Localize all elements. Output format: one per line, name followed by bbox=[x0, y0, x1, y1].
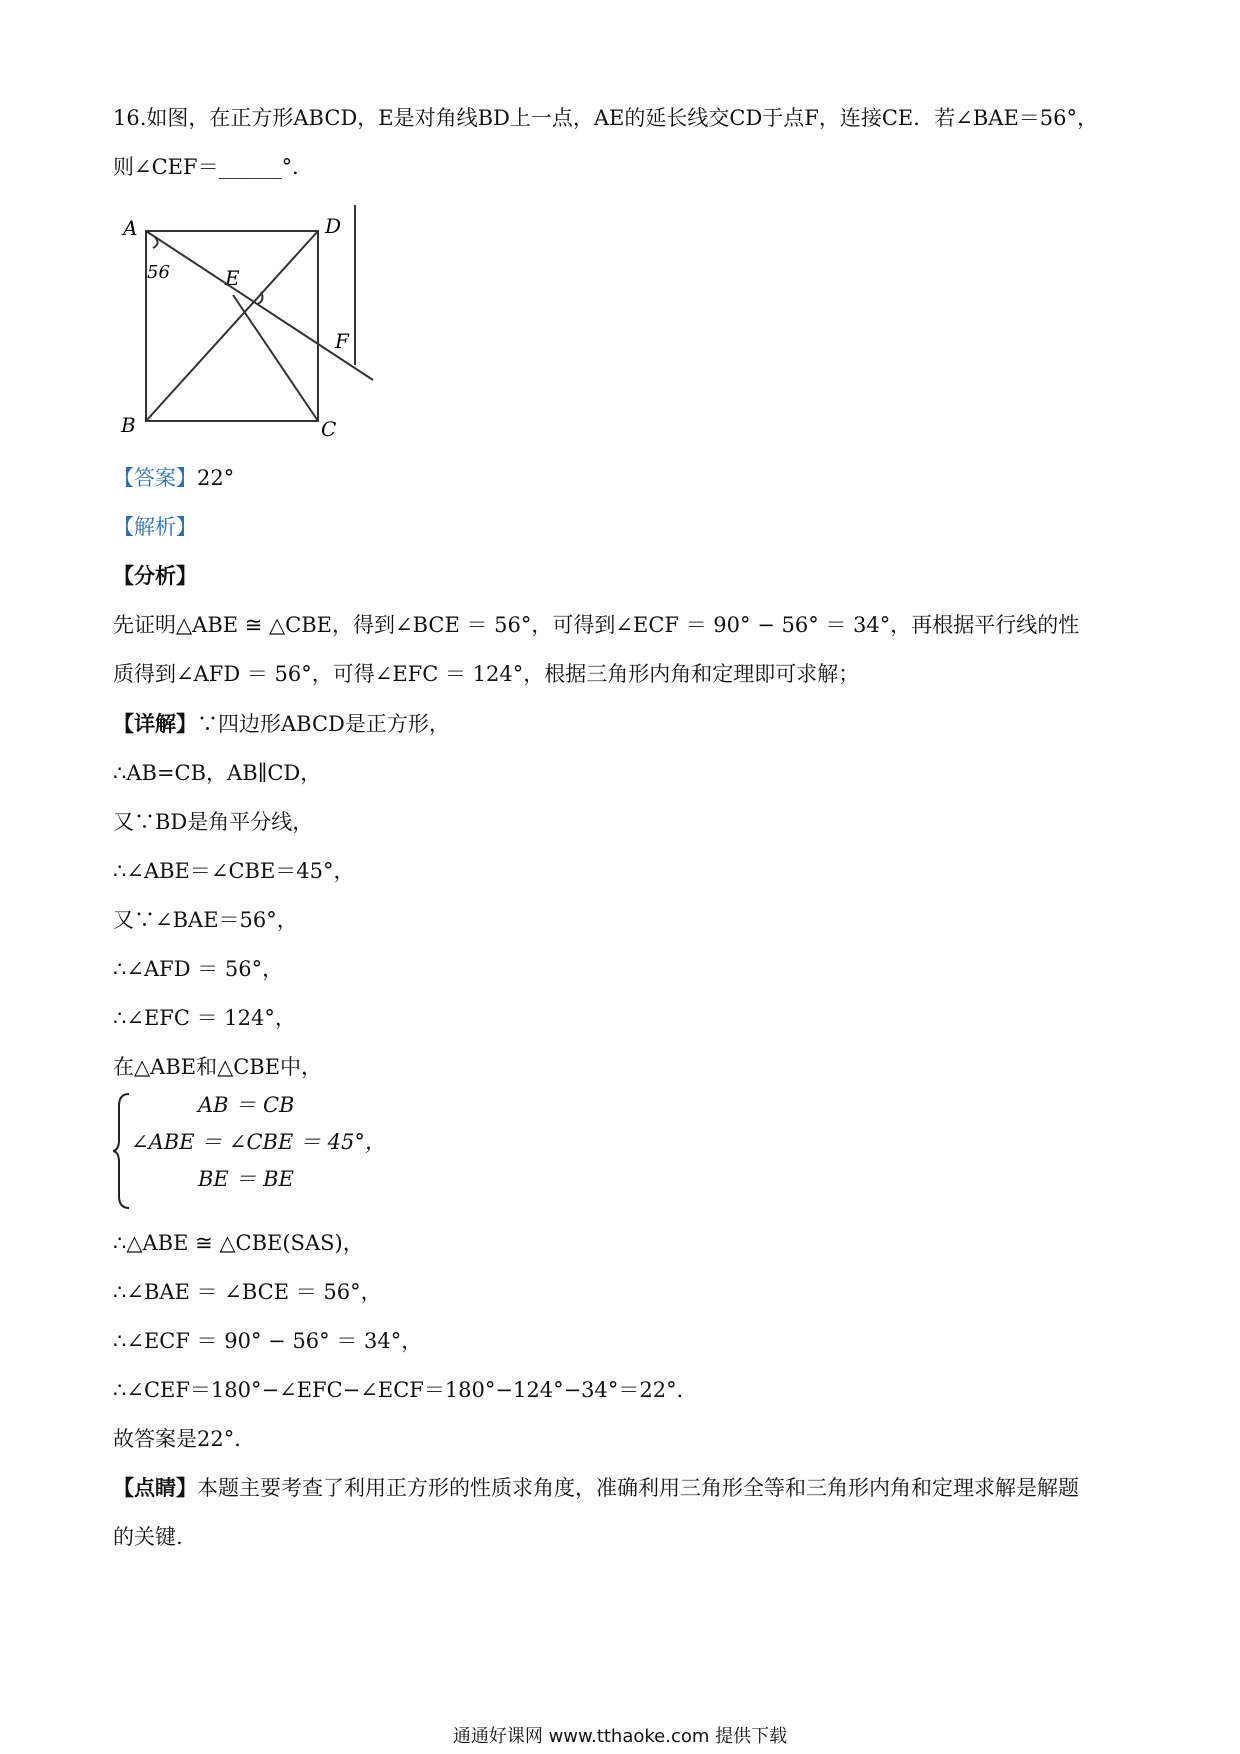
dianjing-text-1: 本题主要考查了利用正方形的性质求角度，准确利用三角形全等和三角形内角和定理求解是解题 bbox=[197, 1476, 1079, 1500]
question-line-1: 16.如图，在正方形ABCD，E是对角线BD上一点，AE的延长线交CD于点F，连接CE．若∠BAE＝56°， bbox=[113, 106, 1098, 130]
segment-ce bbox=[233, 295, 318, 421]
fenxi-line-1: 先证明△ABE ≅ △CBE，得到∠BCE ＝ 56°，可得到∠ECF ＝ 90° − 56° ＝ 34°，再根据平行线的性 bbox=[113, 613, 1080, 637]
detail-line-8: 在△ABE和△CBE中， bbox=[113, 1055, 323, 1079]
fenxi-tag: 【分析】 bbox=[113, 563, 197, 588]
detail-line-4: ∴∠ABE＝∠CBE＝45°， bbox=[113, 859, 355, 883]
label-d: D bbox=[325, 214, 342, 238]
left-brace bbox=[113, 1092, 133, 1210]
detail-line-1 bbox=[113, 709, 450, 739]
answer-tag: 【答案】 bbox=[113, 466, 197, 490]
detail-tag: 【详解】 bbox=[113, 711, 197, 736]
line-af bbox=[146, 231, 373, 380]
dianjing-line-2: 的关键. bbox=[113, 1525, 183, 1549]
label-f: F bbox=[335, 329, 349, 353]
geometry-figure bbox=[113, 200, 383, 445]
angle-arc-a bbox=[153, 237, 158, 248]
angle-note-56: 56 bbox=[147, 262, 170, 283]
dianjing-tag: 【点睛】 bbox=[113, 1475, 197, 1500]
detail-line-3: 又∵BD是角平分线， bbox=[113, 810, 314, 834]
detail-line-6: ∴∠AFD ＝ 56°， bbox=[113, 957, 284, 981]
brace-row-2: ∠ABE ＝ ∠CBE ＝ 45°， bbox=[131, 1130, 386, 1154]
label-e: E bbox=[225, 266, 240, 290]
detail-line-2: ∴AB=CB，AB∥CD， bbox=[113, 761, 322, 785]
answer-line bbox=[113, 463, 234, 493]
detail-line-13: 故答案是22°． bbox=[113, 1427, 256, 1451]
detail-line-9: ∴△ABE ≅ △CBE(SAS)， bbox=[113, 1231, 364, 1255]
congruence-system bbox=[113, 1092, 433, 1210]
page-footer: 通通好课网 www.tthaoke.com 提供下载 bbox=[452, 1726, 788, 1747]
dianjing-line-1 bbox=[113, 1473, 1079, 1503]
question-line-2: 则∠CEF＝______°． bbox=[113, 155, 314, 179]
detail-line-7: ∴∠EFC ＝ 124°， bbox=[113, 1006, 296, 1030]
answer-value: 22° bbox=[197, 466, 235, 490]
detail-line-10: ∴∠BAE ＝ ∠BCE ＝ 56°， bbox=[113, 1280, 382, 1304]
detail-line-5: 又∵∠BAE＝56°， bbox=[113, 908, 298, 932]
fenxi-line-2: 质得到∠AFD ＝ 56°，可得∠EFC ＝ 124°，根据三角形内角和定理即可求解； bbox=[113, 662, 860, 686]
label-a: A bbox=[123, 216, 138, 240]
label-b: B bbox=[121, 413, 136, 437]
brace-row-1: AB ＝ CB bbox=[198, 1093, 295, 1117]
label-c: C bbox=[321, 417, 337, 441]
brace-row-3: BE ＝ BE bbox=[198, 1167, 294, 1191]
detail-line-12: ∴∠CEF＝180°−∠EFC−∠ECF＝180°−124°−34°＝22°． bbox=[113, 1378, 698, 1402]
analysis-tag: 【解析】 bbox=[113, 515, 197, 539]
detail-text-1: ∵四边形ABCD是正方形， bbox=[197, 712, 450, 736]
detail-line-11: ∴∠ECF ＝ 90° − 56° ＝ 34°， bbox=[113, 1329, 423, 1353]
